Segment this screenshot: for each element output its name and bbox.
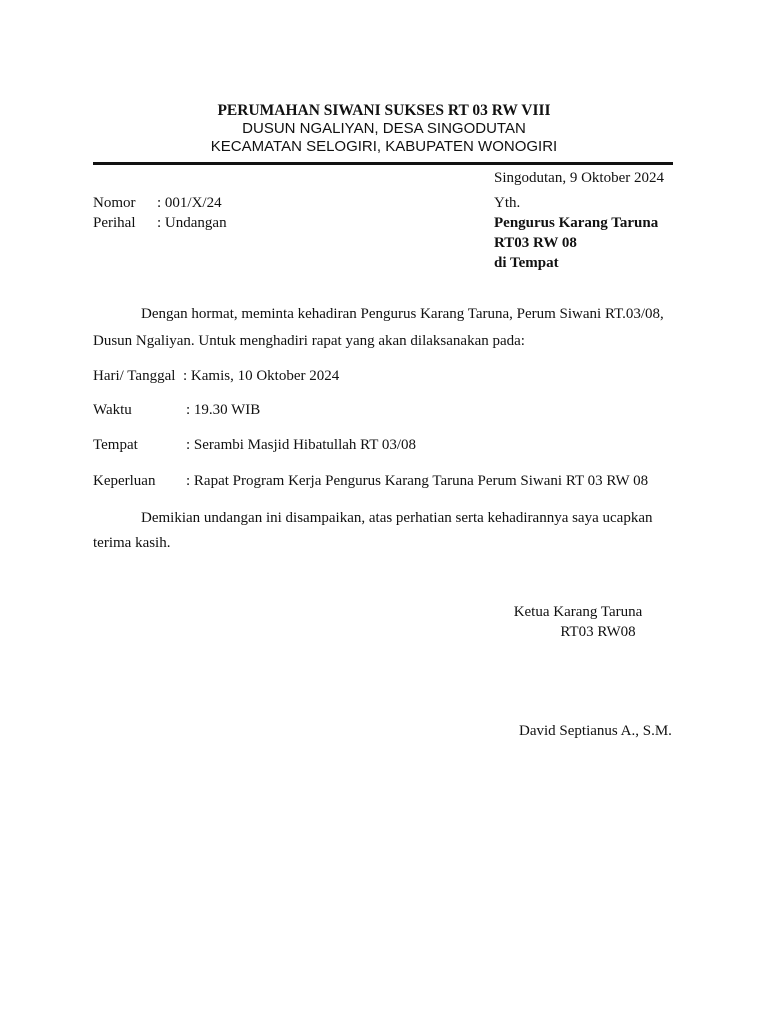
closing-paragraph-line-2: terima kasih. bbox=[93, 535, 171, 551]
recipient-line-3: di Tempat bbox=[494, 255, 559, 271]
detail-value-place: : Serambi Masjid Hibatullah RT 03/08 bbox=[186, 437, 417, 453]
letterhead-divider bbox=[93, 162, 673, 165]
detail-value-purpose: : Rapat Program Kerja Pengurus Karang Taruna Perum Siwani RT 03 RW 08 bbox=[186, 473, 649, 489]
recipient-line-2: RT03 RW 08 bbox=[494, 235, 577, 251]
detail-label-time: Waktu bbox=[93, 402, 132, 418]
signature-title-1: Ketua Karang Taruna bbox=[513, 604, 643, 620]
recipient-yth: Yth. bbox=[494, 195, 521, 211]
letterhead-address-2: KECAMATAN SELOGIRI, KABUPATEN WONOGIRI bbox=[210, 138, 558, 155]
signature-title-2: RT03 RW08 bbox=[560, 624, 636, 640]
signature-name: David Septianus A., S.M. bbox=[519, 723, 672, 739]
detail-label-date: Hari/ Tanggal bbox=[93, 368, 176, 384]
detail-label-purpose: Keperluan bbox=[93, 473, 156, 489]
letterhead-title: PERUMAHAN SIWANI SUKSES RT 03 RW VIII bbox=[217, 102, 551, 119]
detail-value-date: : Kamis, 10 Oktober 2024 bbox=[183, 368, 340, 384]
opening-paragraph-line-1: Dengan hormat, meminta kehadiran Pengurus Karang Taruna, Perum Siwani RT.03/08, bbox=[141, 306, 664, 322]
perihal-value: : Undangan bbox=[157, 215, 227, 231]
recipient-line-1: Pengurus Karang Taruna bbox=[494, 215, 659, 231]
nomor-label: Nomor bbox=[93, 195, 136, 211]
detail-value-time: : 19.30 WIB bbox=[186, 402, 261, 418]
detail-label-place: Tempat bbox=[93, 437, 138, 453]
letterhead-address-1: DUSUN NGALIYAN, DESA SINGODUTAN bbox=[242, 120, 526, 137]
perihal-label: Perihal bbox=[93, 215, 136, 231]
letter-date: Singodutan, 9 Oktober 2024 bbox=[494, 170, 664, 186]
closing-paragraph-line-1: Demikian undangan ini disampaikan, atas perhatian serta kehadirannya saya ucapkan bbox=[141, 510, 653, 526]
opening-paragraph-line-2: Dusun Ngaliyan. Untuk menghadiri rapat yang akan dilaksanakan pada: bbox=[93, 333, 525, 349]
nomor-value: : 001/X/24 bbox=[157, 195, 222, 211]
